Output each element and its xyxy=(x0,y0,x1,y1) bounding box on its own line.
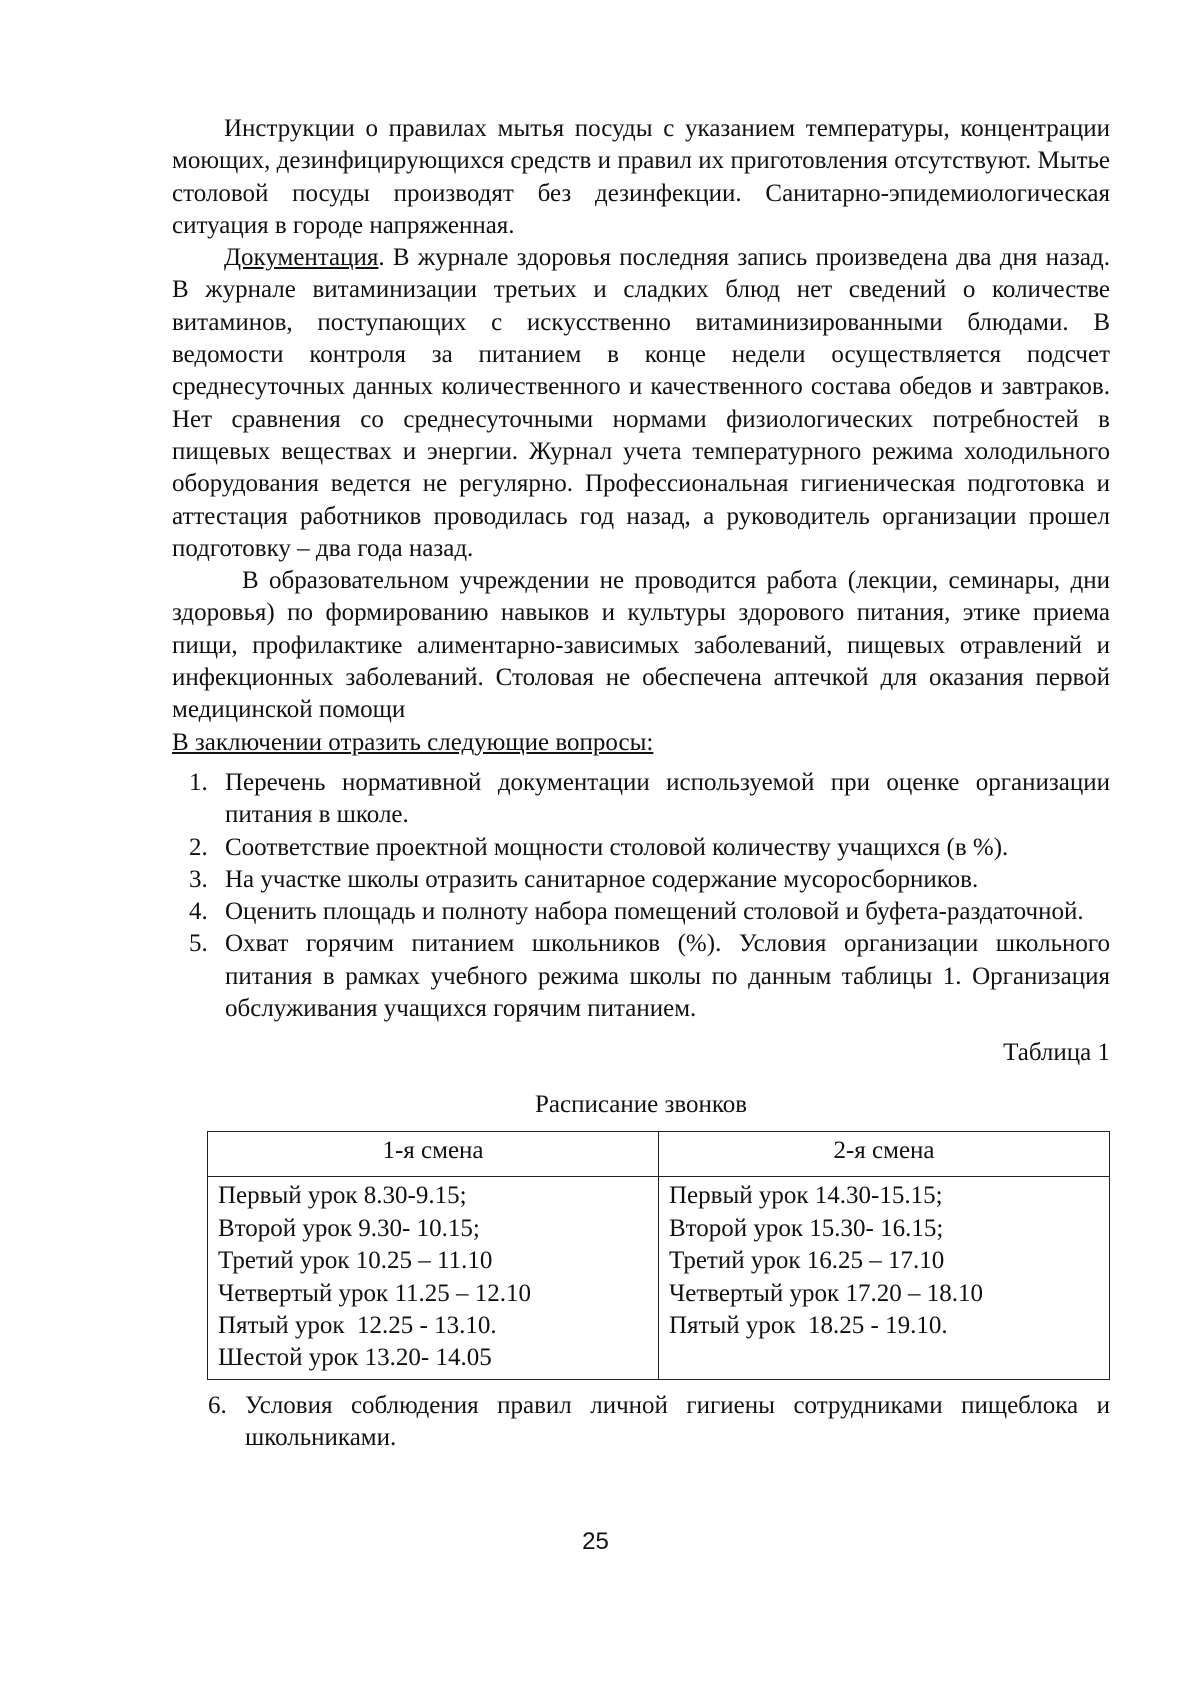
questions-list xyxy=(172,767,1110,1025)
lesson-entry: Третий урок 10.25 – 11.10 xyxy=(218,1247,493,1275)
lesson-entry: Второй урок 9.30- 10.15; xyxy=(218,1214,480,1242)
list-item xyxy=(172,832,1110,864)
list-item-text: Соответствие проектной мощности столовой количеству учащихся (в %). xyxy=(225,833,1009,861)
list-item xyxy=(172,928,1110,1025)
questions-list-continued xyxy=(172,1390,1110,1454)
lesson-entry: Первый урок 8.30-9.15; xyxy=(218,1182,467,1210)
list-item-number: 2. xyxy=(189,833,208,861)
paragraph-dishwashing: Инструкции о правилах мытья посуды с указанием температуры, концентрации моющих, дезинфицирующихся средств и правил их приготовления отсутствуют. Мытье столовой посуды производят без дезинфекции. Санитарно-эпидемиологическая ситуация в городе напряженная. xyxy=(172,115,1110,239)
header-shift-1: 1-я смена xyxy=(208,1132,659,1177)
list-item-text: Оценить площадь и полноту набора помещений столовой и буфета-раздаточной. xyxy=(225,898,1084,926)
list-item-text: Перечень нормативной документации используемой при оценке организации питания в школе. xyxy=(225,768,1110,829)
lesson-entry: Четвертый урок 11.25 – 12.10 xyxy=(218,1279,532,1307)
list-item-number: 6. xyxy=(208,1391,227,1419)
paragraph-documentation xyxy=(172,242,1110,565)
table-label: Таблица 1 xyxy=(1003,1039,1110,1067)
list-item xyxy=(172,896,1110,928)
lesson-entry: Второй урок 15.30- 16.15; xyxy=(669,1214,944,1242)
list-item-number: 1. xyxy=(189,768,208,796)
shift-2-cell xyxy=(659,1177,1110,1379)
list-item-number: 5. xyxy=(189,930,208,958)
lesson-entry: Пятый урок 12.25 - 13.10. xyxy=(218,1311,497,1339)
list-item-text: На участке школы отразить санитарное содержание мусоросборников. xyxy=(225,865,979,893)
page-number: 25 xyxy=(582,1528,609,1555)
header-shift-2: 2-я смена xyxy=(659,1132,1110,1177)
list-item xyxy=(172,1390,1110,1454)
list-item xyxy=(172,767,1110,832)
lesson-entry: Третий урок 16.25 – 17.10 xyxy=(669,1247,945,1275)
document-page xyxy=(172,113,1110,1454)
paragraph-education: В образовательном учреждении не проводится работа (лекции, семинары, дни здоровья) по формированию навыков и культуры здорового питания, этике приема пищи, профилактике алиментарно-зависимых заболеваний, пищевых отравлений и инфекционных заболеваний. Столовая не обеспечена аптечкой для оказания первой медицинской помощи xyxy=(172,567,1110,724)
list-item xyxy=(172,864,1110,896)
list-item-number: 4. xyxy=(189,898,208,926)
lesson-entry: Шестой урок 13.20- 14.05 xyxy=(218,1344,492,1372)
list-item-number: 3. xyxy=(189,865,208,893)
bell-schedule-table xyxy=(207,1131,1110,1379)
documentation-label: Документация xyxy=(224,244,379,272)
table-title: Расписание звонков xyxy=(534,1091,748,1119)
lesson-entry: Первый урок 14.30-15.15; xyxy=(669,1182,943,1210)
lesson-entry: Четвертый урок 17.20 – 18.10 xyxy=(669,1279,983,1307)
table-row xyxy=(208,1177,1110,1379)
list-item-text: Условия соблюдения правил личной гигиены сотрудниками пищеблока и школьниками. xyxy=(245,1391,1110,1451)
table-header-row xyxy=(208,1132,1110,1177)
conclusion-heading: В заключении отразить следующие вопросы: xyxy=(172,728,654,756)
lesson-entry: Пятый урок 18.25 - 19.10. xyxy=(669,1311,948,1339)
list-item-text: Охват горячим питанием школьников (%). Условия организации школьного питания в рамках учебного режима школы по данным таблицы 1. Организация обслуживания учащихся горячим питанием. xyxy=(225,930,1110,1023)
shift-1-cell xyxy=(208,1177,659,1379)
documentation-text: . В журнале здоровья последняя запись произведена два дня назад. В журнале витаминизации третьих и сладких блюд нет сведений о количестве витаминов, поступающих с искусственно витаминизированными блюдами. В ведомости контроля за питанием в конце недели осуществляется подсчет среднесуточных данных количественного и качественного состава обедов и завтраков. Нет сравнения со среднесуточными нормами физиологических потребностей в пищевых веществах и энергии. Журнал учета температурного режима холодильного оборудования ведется не регулярно. Профессиональная гигиеническая подготовка и аттестация работников проводилась год назад, а руководитель организации прошел подготовку – два года назад. xyxy=(172,244,1110,562)
